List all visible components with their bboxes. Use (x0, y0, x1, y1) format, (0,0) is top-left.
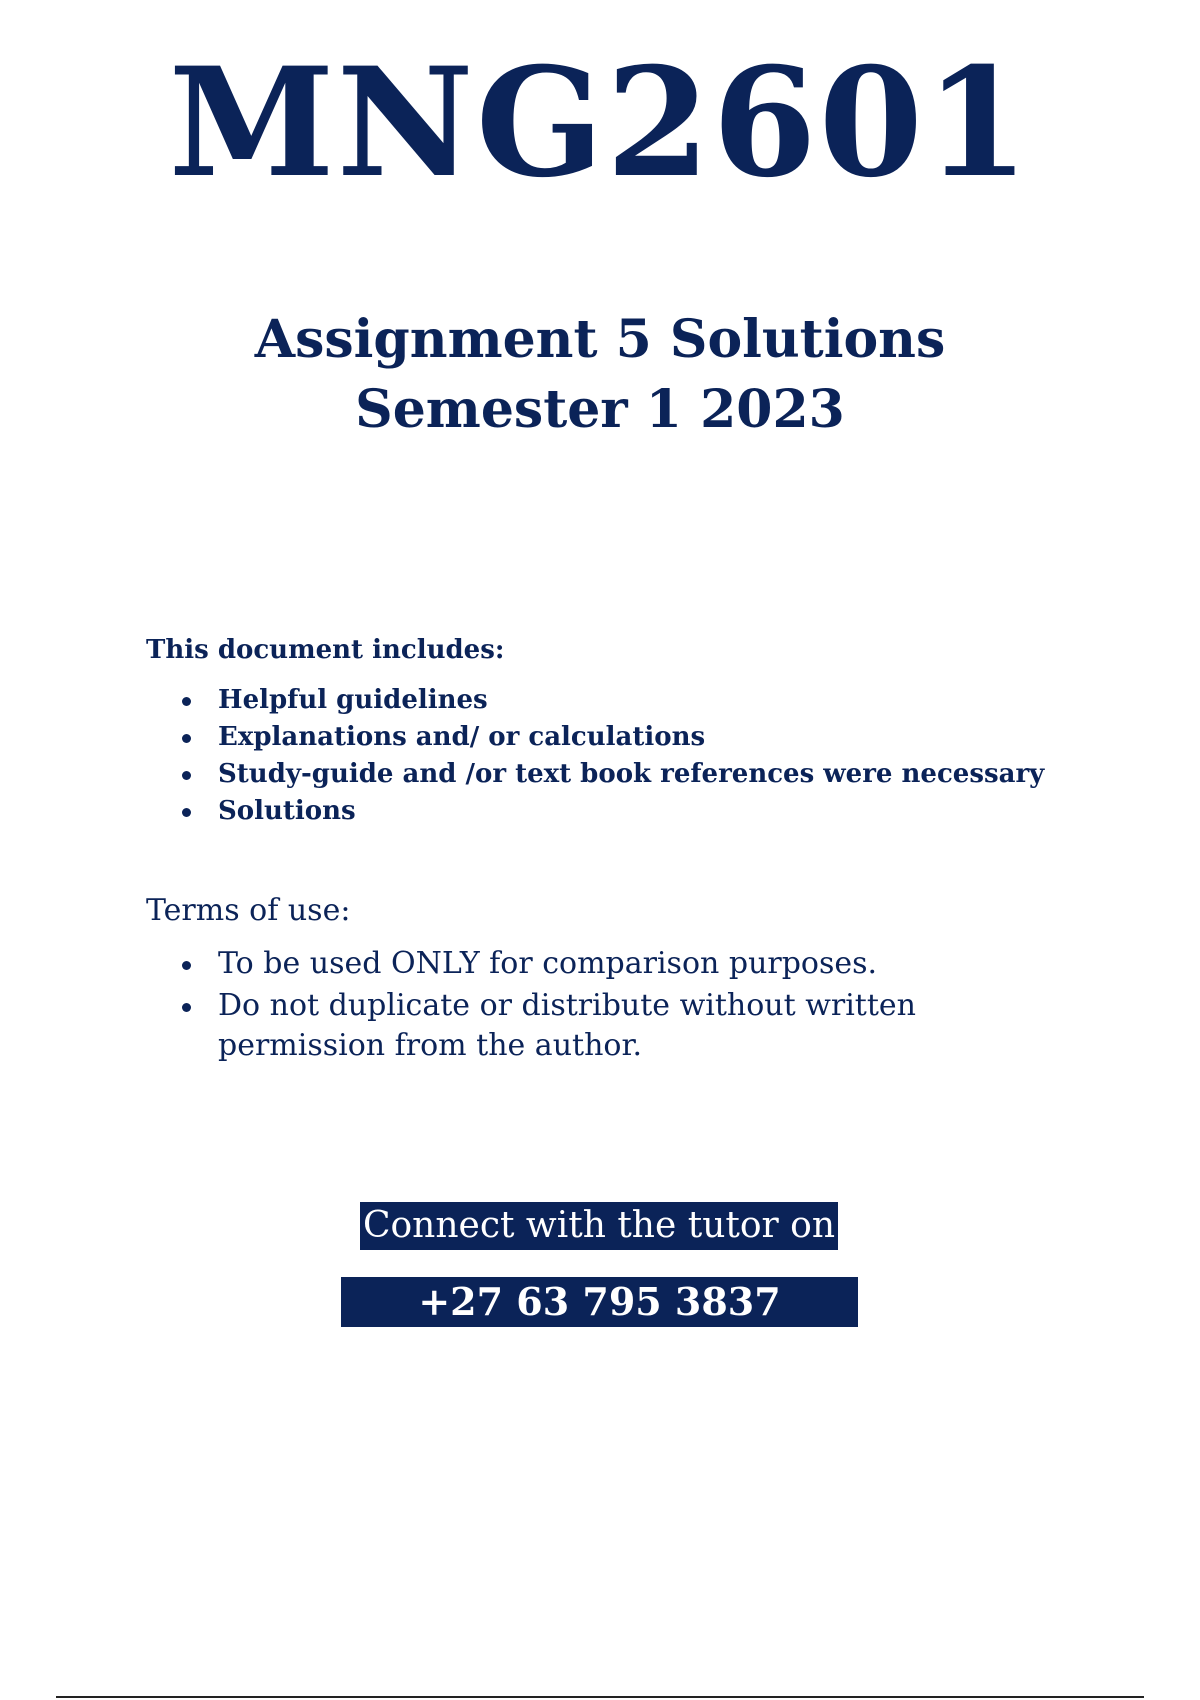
list-item (146, 793, 1146, 830)
list-item-text: Study-guide and /or text book references were necessary (218, 759, 1045, 789)
list-item-text: Solutions (218, 796, 356, 826)
list-item-text: Do not duplicate or distribute without written permission from the author. (218, 988, 916, 1063)
connect-label: Connect with the tutor on (360, 1202, 838, 1250)
includes-heading: This document includes: (146, 635, 505, 665)
list-item (146, 756, 1146, 793)
bullet-icon (182, 771, 191, 780)
terms-section (146, 890, 1146, 1068)
list-item (146, 719, 1146, 756)
bullet-icon (182, 961, 191, 970)
includes-list (146, 682, 1146, 830)
list-item-text: Helpful guidelines (218, 685, 488, 715)
terms-heading: Terms of use: (146, 893, 351, 928)
list-item (146, 944, 1146, 984)
phone-number: +27 63 795 3837 (341, 1277, 858, 1327)
bullet-icon (182, 734, 191, 743)
course-code-title: MNG2601 (168, 35, 1032, 211)
bullet-icon (182, 1003, 191, 1012)
footer-divider (56, 1696, 1144, 1698)
subtitle-line-2: Semester 1 2023 (355, 379, 845, 440)
list-item-text: To be used ONLY for comparison purposes. (218, 946, 878, 981)
bullet-icon (182, 808, 191, 817)
assignment-subtitle (0, 305, 1200, 445)
bullet-icon (182, 697, 191, 706)
terms-list (146, 944, 1146, 1066)
list-item (146, 986, 1146, 1066)
includes-section (146, 630, 1146, 830)
list-item (146, 682, 1146, 719)
subtitle-line-1: Assignment 5 Solutions (254, 309, 946, 370)
list-item-text: Explanations and/ or calculations (218, 722, 706, 752)
